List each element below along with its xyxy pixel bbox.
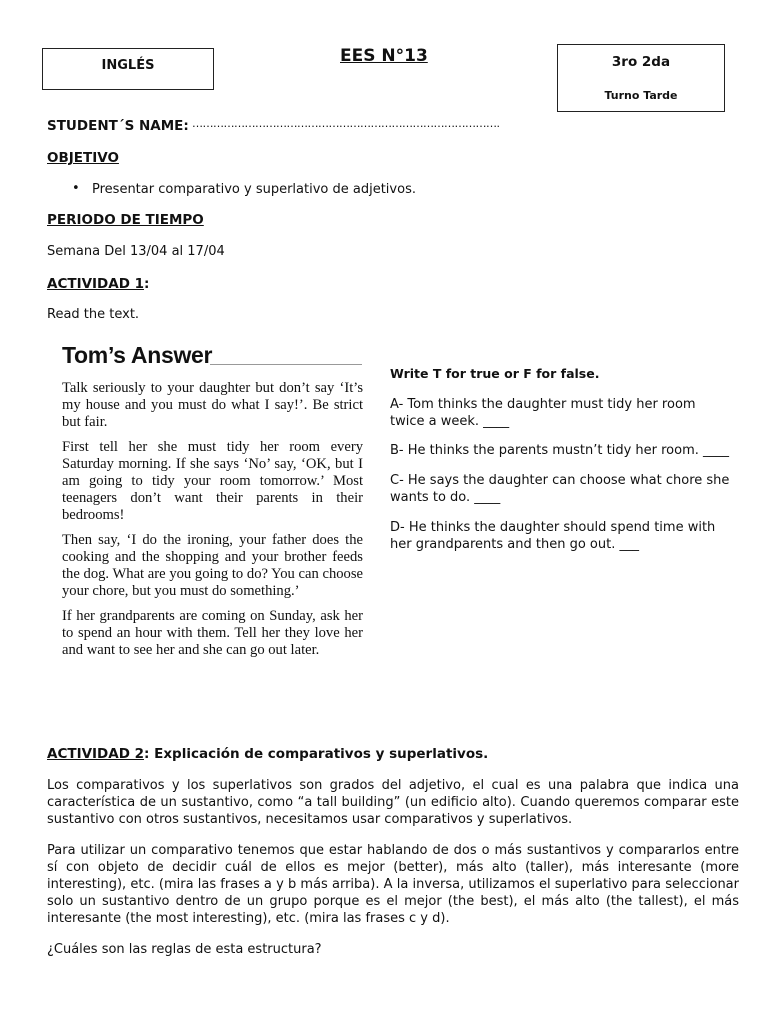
student-name-blank: ……………………………………………………………………………. <box>192 117 500 130</box>
actividad2-title: ACTIVIDAD 2 <box>47 746 145 762</box>
shift-label: Turno Tarde <box>604 89 678 102</box>
actividad1-heading <box>47 276 149 292</box>
story-title-rule <box>210 364 362 365</box>
story-paragraph-2: First tell her she must tidy her room every Saturday morning. If she says ‘No’ say, ‘OK, but I am going to tidy your room tomorrow.’ Most teenagers don’t want their parents in their bedrooms! <box>62 439 363 523</box>
student-name-label: STUDENT´S NAME: <box>47 118 189 134</box>
actividad2-subtitle: : Explicación de comparativos y superlativos. <box>144 746 489 762</box>
actividad2-heading <box>47 746 488 762</box>
objetivo-item <box>72 182 416 197</box>
actividad2-paragraph-2: Para utilizar un comparativo tenemos que estar hablando de dos o más sustantivos y compararlos entre sí con objeto de decidir cuál de ellos es mejor (better), más alto (taller), más interesante (more interesting), etc. (mira las frases a y b más arriba). A la inversa, utilizamos el superlativo para seleccionar solo un sustantivo dentro de un grupo porque es el mejor (the best), el más alto (the tallest), el más interesante (the most interesting), etc. (mira las frases c y d). <box>47 843 739 926</box>
objetivo-item-text: Presentar comparativo y superlativo de adjetivos. <box>92 182 416 197</box>
subject-label: INGLÉS <box>101 58 155 73</box>
story-paragraph-1: Talk seriously to your daughter but don’t say ‘It’s my house and you must do what I say!’. Be strict but fair. <box>62 380 363 430</box>
story-paragraph-4: If her grandparents are coming on Sunday, ask her to spend an hour with them. Tell her they love her and want to see her and she can go out later. <box>62 608 363 658</box>
actividad2-question: ¿Cuáles son las reglas de esta estructura? <box>47 942 322 957</box>
question-a: A- Tom thinks the daughter must tidy her room twice a week. ____ <box>390 397 696 429</box>
actividad1-instruction: Read the text. <box>47 307 140 322</box>
actividad1-colon: : <box>144 276 150 292</box>
periodo-heading: PERIODO DE TIEMPO <box>47 212 204 228</box>
exercise-instruction: Write T for true or F for false. <box>390 366 600 381</box>
actividad2-paragraph-1: Los comparativos y los superlativos son grados del adjetivo, el cual es una palabra que indica una característica de un sustantivo, como “a tall building” (un edificio alto). Cuando queremos comparar este sustantivo con otros sustantivos, necesitamos usar comparativos y superlativos. <box>47 778 739 827</box>
periodo-text: Semana Del 13/04 al 17/04 <box>47 244 225 259</box>
question-d: D- He thinks the daughter should spend time with her grandparents and then go out. ___ <box>390 520 716 552</box>
question-b: B- He thinks the parents mustn’t tidy her room. ____ <box>390 443 730 458</box>
bullet-icon: • <box>72 181 80 196</box>
question-c: C- He says the daughter can choose what chore she wants to do. ____ <box>390 473 730 505</box>
subject-box <box>42 48 214 90</box>
grade-label: 3ro 2da <box>611 54 671 70</box>
school-title: EES N°13 <box>340 46 428 66</box>
story-title: Tom’s Answer <box>62 342 213 368</box>
grade-box <box>557 44 725 112</box>
story-paragraph-3: Then say, ‘I do the ironing, your father does the cooking and the shopping and your brother feeds the dog. What are you going to do? You can choose your chore, but you must do something.’ <box>62 532 363 599</box>
actividad1-title: ACTIVIDAD 1 <box>47 276 145 292</box>
objetivo-heading: OBJETIVO <box>47 150 119 166</box>
story-text <box>62 380 363 667</box>
